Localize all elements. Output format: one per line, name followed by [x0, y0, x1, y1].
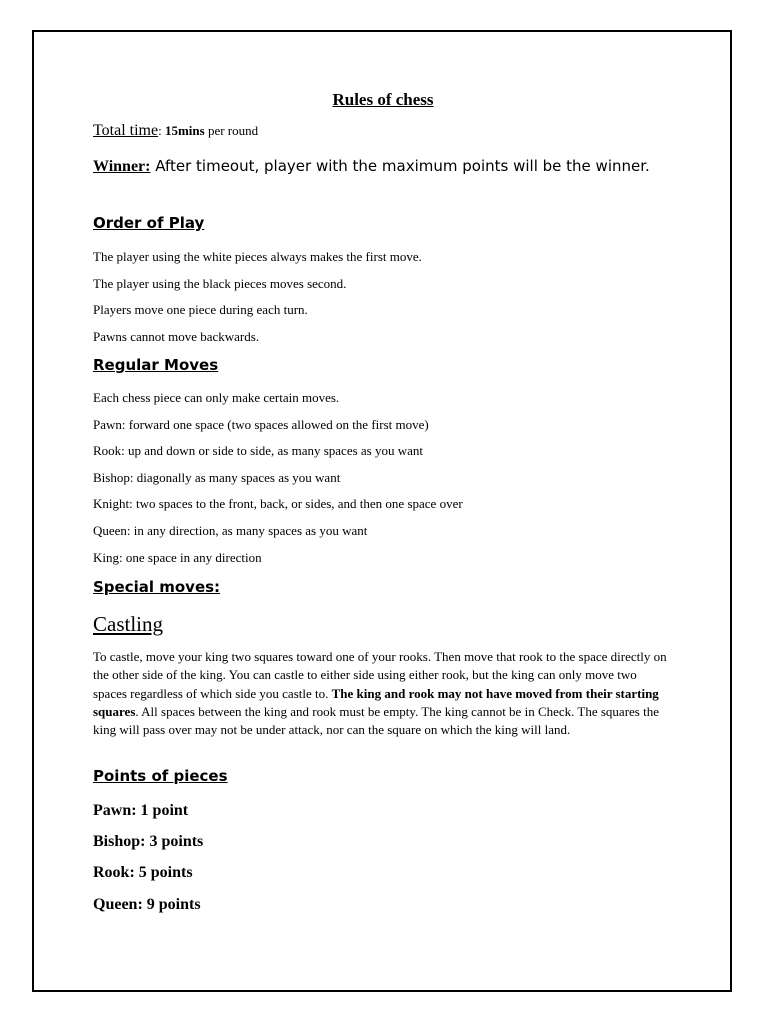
special-moves-heading: Special moves: [93, 578, 221, 596]
move-rule: Bishop: diagonally as many spaces as you want [93, 470, 341, 485]
winner-text: After timeout, player with the maximum points will be the winner. [150, 157, 650, 175]
winner-line [93, 154, 668, 179]
move-rule: Knight: two spaces to the front, back, or sides, and then one space over [93, 496, 463, 511]
order-rule: The player using the black pieces moves second. [93, 276, 347, 291]
total-time-suffix: per round [204, 123, 259, 138]
castling-text: . All spaces between the king and rook must be empty. The king cannot be in Check. The squares the king will pass over may not be under attack, nor can the square on which the king will land. [93, 703, 659, 738]
castling-text: To castle, move your king two squares toward one of your rooks. Then move that rook to the space directly on the other side of the king. You can castle to either side using either rook, but the king can only move two spaces regardless of which side you castle to. [93, 649, 667, 701]
point-item: Bishop: 3 points [93, 833, 204, 850]
point-item: Pawn: 1 point [93, 802, 189, 819]
total-time-separator: : [158, 123, 165, 138]
total-time-value: 15mins [164, 123, 205, 138]
castling-heading: Castling [93, 612, 164, 636]
total-time-line [93, 122, 258, 140]
point-item: Rook: 5 points [93, 864, 193, 881]
order-rule: Players move one piece during each turn. [93, 302, 308, 317]
order-of-play-heading: Order of Play [93, 214, 205, 232]
move-rule: Queen: in any direction, as many spaces as you want [93, 523, 368, 538]
total-time-label: Total time [93, 122, 159, 139]
move-rule: Pawn: forward one space (two spaces allowed on the first move) [93, 417, 429, 432]
point-item: Queen: 9 points [93, 896, 201, 913]
regular-moves-heading: Regular Moves [93, 356, 219, 374]
winner-label: Winner: [93, 158, 151, 175]
order-rule: The player using the white pieces always makes the first move. [93, 249, 422, 264]
move-rule: Each chess piece can only make certain moves. [93, 390, 340, 405]
move-rule: King: one space in any direction [93, 550, 262, 565]
castling-paragraph [93, 648, 671, 739]
points-heading: Points of pieces [93, 767, 228, 785]
move-rule: Rook: up and down or side to side, as many spaces as you want [93, 443, 424, 458]
page-title: Rules of chess [332, 90, 434, 109]
castling-bold-text: The king and rook may not have moved from their starting squares [93, 685, 659, 719]
order-rule: Pawns cannot move backwards. [93, 329, 260, 344]
